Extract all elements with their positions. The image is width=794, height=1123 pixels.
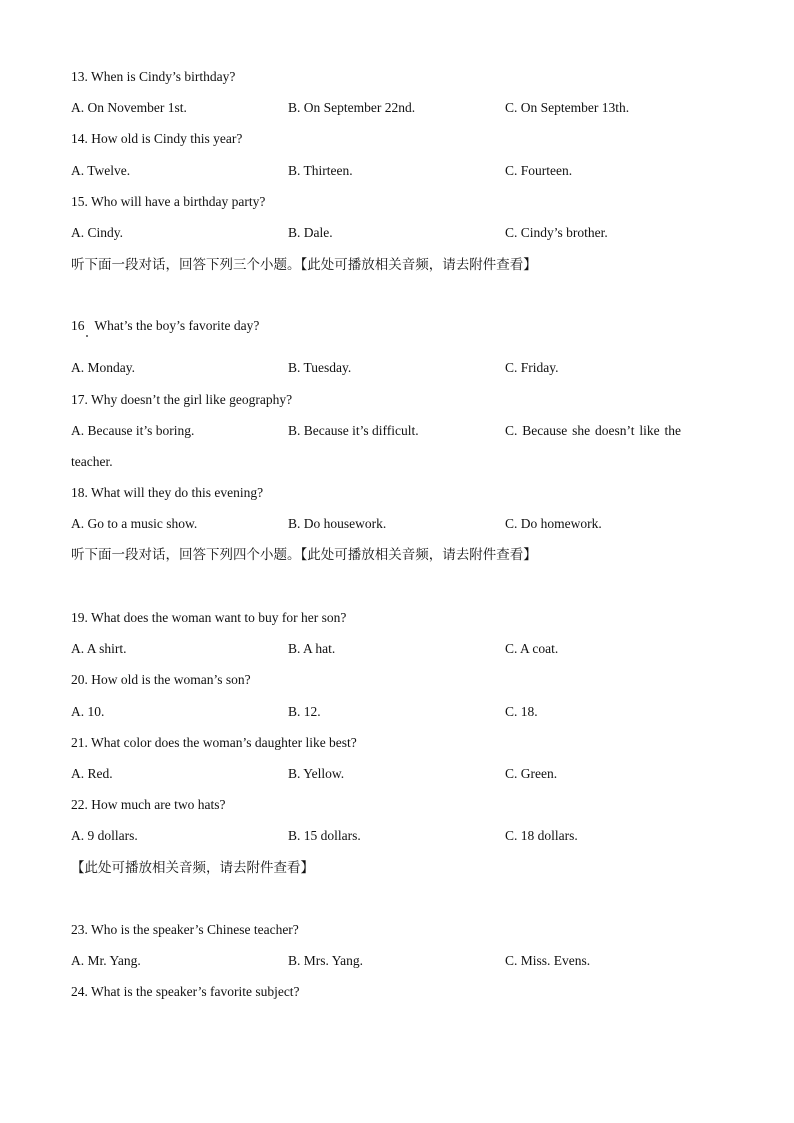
q15-option-c: C. Cindy’s brother. xyxy=(505,225,608,240)
q18-option-b: B. Do housework. xyxy=(288,516,387,531)
q20-option-a: A. 10. xyxy=(71,704,105,719)
q23-option-c: C. Miss. Evens. xyxy=(505,953,591,968)
question-15: 15. Who will have a birthday party? xyxy=(71,194,266,209)
question-21: 21. What color does the woman’s daughter like best? xyxy=(71,735,357,750)
q13-option-c: C. On September 13th. xyxy=(505,100,630,115)
question-23: 23. Who is the speaker’s Chinese teacher? xyxy=(71,922,299,937)
q14-option-a: A. Twelve. xyxy=(71,163,131,178)
q15-option-b: B. Dale. xyxy=(288,225,333,240)
q23-option-b: B. Mrs. Yang. xyxy=(288,953,364,968)
q22-option-a: A. 9 dollars. xyxy=(71,828,138,843)
q16-option-a: A. Monday. xyxy=(71,360,135,375)
instruction-audio: 【此处可播放相关音频，请去附件查看】 xyxy=(71,860,314,876)
q22-option-b: B. 15 dollars. xyxy=(288,828,361,843)
question-24: 24. What is the speaker’s favorite subject? xyxy=(71,984,300,999)
question-13: 13. When is Cindy’s birthday? xyxy=(71,69,236,84)
q17-option-b: B. Because it’s difficult. xyxy=(288,423,419,438)
question-20: 20. How old is the woman’s son? xyxy=(71,672,251,687)
q18-option-c: C. Do homework. xyxy=(505,516,602,531)
question-22: 22. How much are two hats? xyxy=(71,797,226,812)
q16-option-b: B. Tuesday. xyxy=(288,360,352,375)
question-16: 16 What’s the boy’s favorite day? xyxy=(71,318,260,333)
question-17: 17. Why doesn’t the girl like geography? xyxy=(71,392,293,407)
q21-option-b: B. Yellow. xyxy=(288,766,345,781)
q14-option-c: C. Fourteen. xyxy=(505,163,573,178)
q13-option-b: B. On September 22nd. xyxy=(288,100,416,115)
q21-option-c: C. Green. xyxy=(505,766,558,781)
instruction-three-questions: 听下面一段对话，回答下列三个小题。【此处可播放相关音频，请去附件查看】 xyxy=(71,257,537,273)
q23-option-a: A. Mr. Yang. xyxy=(71,953,141,968)
q19-option-a: A. A shirt. xyxy=(71,641,127,656)
q17-option-a: A. Because it’s boring. xyxy=(71,423,195,438)
q22-option-c: C. 18 dollars. xyxy=(505,828,578,843)
q17-option-c: C. Because she doesn’t like the xyxy=(505,423,681,438)
question-19: 19. What does the woman want to buy for her son? xyxy=(71,610,347,625)
stray-dot xyxy=(86,335,88,337)
q21-option-a: A. Red. xyxy=(71,766,113,781)
q18-option-a: A. Go to a music show. xyxy=(71,516,198,531)
question-14: 14. How old is Cindy this year? xyxy=(71,131,243,146)
instruction-four-questions: 听下面一段对话，回答下列四个小题。【此处可播放相关音频，请去附件查看】 xyxy=(71,547,537,563)
q16-option-c: C. Friday. xyxy=(505,360,559,375)
q19-option-c: C. A coat. xyxy=(505,641,559,656)
q14-option-b: B. Thirteen. xyxy=(288,163,353,178)
q20-option-b: B. 12. xyxy=(288,704,321,719)
q19-option-b: B. A hat. xyxy=(288,641,336,656)
q20-option-c: C. 18. xyxy=(505,704,538,719)
q13-option-a: A. On November 1st. xyxy=(71,100,187,115)
q15-option-a: A. Cindy. xyxy=(71,225,124,240)
question-18: 18. What will they do this evening? xyxy=(71,485,264,500)
q17-option-c-continued: teacher. xyxy=(71,454,113,469)
